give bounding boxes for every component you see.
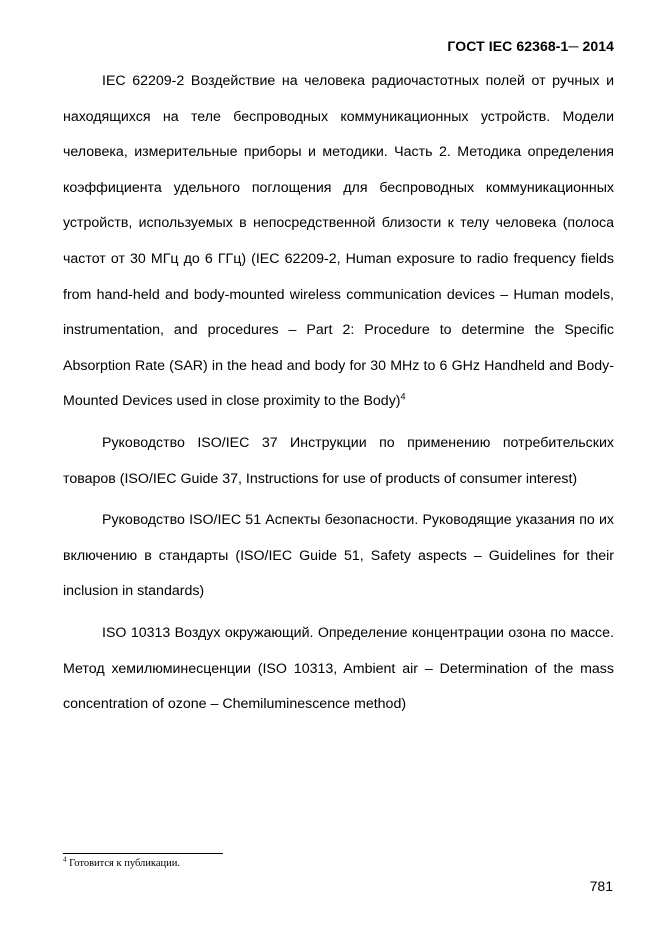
footnote-divider [63, 853, 223, 854]
footnote-text: Готовится к публикации. [66, 858, 180, 869]
page-header: ГОСТ IEC 62368-1─ 2014 [447, 38, 614, 54]
footnote-marker: 4 [400, 391, 406, 402]
footnote [63, 855, 180, 869]
reference-text: IEC 62209-2 Воздействие на человека радиочастотных полей от ручных и находящихся на теле беспроводных коммуникационных устройств. Модели человека, измерительные приборы и методики. Часть 2. Методика определения коэффициента удельного поглощения для беспроводных коммуникационных устройств, используемых в непосредственной близости к телу человека (полоса частот от 30 МГц до 6 ГГц) (IEC 62209-2, Human exposure to radio frequency fields from hand-held and body-mounted wireless communication devices – Human models, instrumentation, and procedures – Part 2: Procedure to determine the Specific Absorption Rate (SAR) in the head and body for 30 MHz to 6 GHz Handheld and Body-Mounted Devices used in close proximity to the Body) [63, 73, 614, 410]
reference-item [63, 426, 614, 497]
reference-text: Руководство ISO/IEC 51 Аспекты безопасности. Руководящие указания по их включению в стандарты (ISO/IEC Guide 51, Safety aspects – Guidelines for their inclusion in standards) [63, 512, 614, 600]
footnote-number: 4 [63, 855, 67, 864]
reference-item [63, 64, 614, 420]
references-list [63, 64, 614, 729]
reference-item [63, 503, 614, 610]
reference-item [63, 616, 614, 723]
page-number: 781 [589, 878, 613, 894]
reference-text: ISO 10313 Воздух окружающий. Определение концентрации озона по массе. Метод хемилюминесценции (ISO 10313, Ambient air – Determination of the mass concentration of ozone – Chemiluminescence method) [63, 624, 614, 713]
reference-text: Руководство ISO/IEC 37 Инструкции по применению потребительских товаров (ISO/IEC Guide 37, Instructions for use of products of consumer interest) [63, 434, 614, 487]
